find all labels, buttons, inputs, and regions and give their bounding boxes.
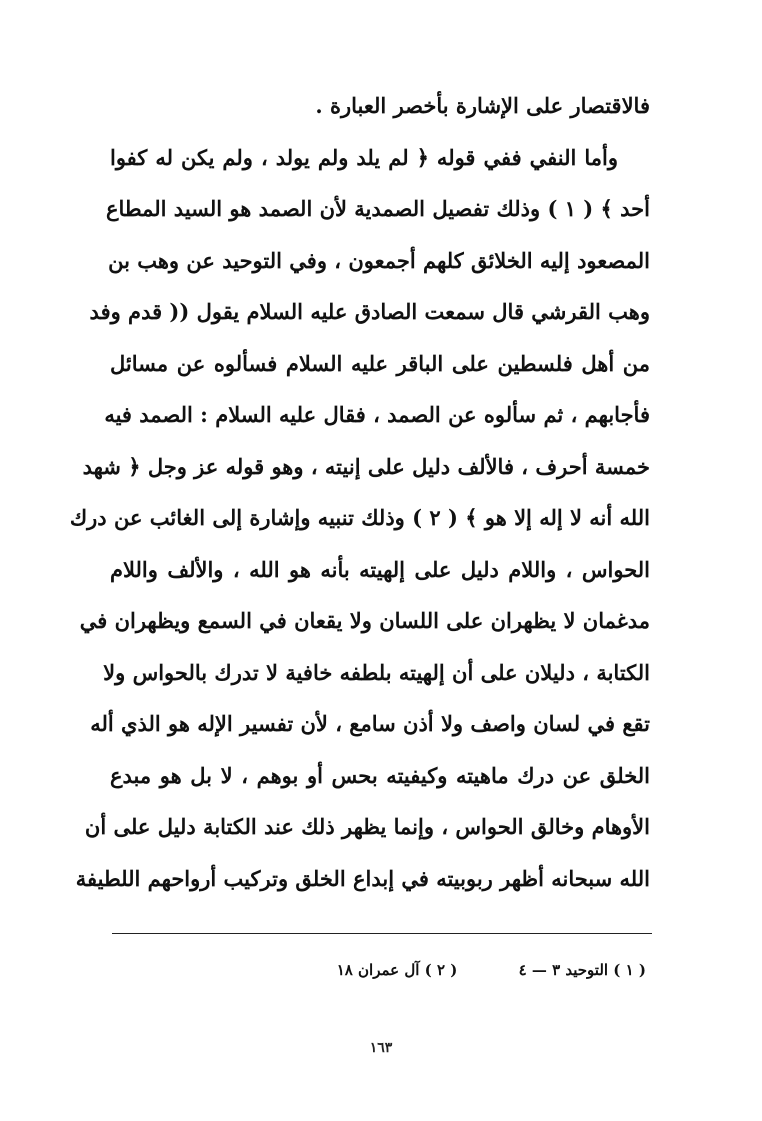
footnotes: [110, 955, 646, 985]
text-line-13: تقع في لسان واصف ولا أذن سامع ، لأن تفسير الإله هو الذي أله: [90, 711, 650, 736]
footnote-2: ( ٢ ) آل عمران ١٨: [336, 961, 458, 979]
text-line-3: أحد ﴾ ( ١ ) وذلك تفصيل الصمدية لأن الصمد هو السيد المطاع: [105, 196, 650, 221]
text-line-2: وأما النفي ففي قوله ﴿ لم يلد ولم يولد ، ولم يكن له كفوا: [110, 144, 618, 170]
text-line-10: الحواس ، واللام دليل على إلهيته بأنه هو الله ، والألف واللام: [110, 556, 650, 582]
text-line-9: الله أنه لا إله إلا هو ﴾ ( ٢ ) وذلك تنبيه وإشارة إلى الغائب عن درك: [69, 505, 650, 530]
text-line-7: فأجابهم ، ثم سألوه عن الصمد ، فقال عليه السلام : الصمد فيه: [104, 402, 650, 427]
text-line-5: وهب القرشي قال سمعت الصادق عليه السلام يقول (( قدم وفد: [89, 299, 650, 324]
text-line-4: المصعود إليه الخلائق كلهم أجمعون ، وفي التوحيد عن وهب بن: [108, 247, 650, 273]
footnote-1: ( ١ ) التوحيد ٣ — ٤: [518, 961, 646, 979]
text-line-1: فالاقتصار على الإشارة بأخصر العبارة .: [315, 93, 650, 118]
page-number: ١٦٣: [369, 1040, 393, 1056]
text-line-12: الكتابة ، دليلان على أن إلهيته بلطفه خافية لا تدرك بالحواس ولا: [103, 659, 650, 685]
text-line-6: من أهل فلسطين على الباقر عليه السلام فسألوه عن مسائل: [110, 350, 650, 376]
text-line-16: الله سبحانه أظهر ربوبيته في إبداع الخلق وتركيب أرواحهم اللطيفة: [75, 865, 650, 891]
text-line-15: الأوهام وخالق الحواس ، وإنما يظهر ذلك عند الكتابة دليل على أن: [84, 814, 650, 839]
body-text: [69, 80, 650, 904]
text-line-14: الخلق عن درك ماهيته وكيفيته بحس أو بوهم ، لا بل هو مبدع: [110, 762, 650, 788]
text-line-11: مدغمان لا يظهران على اللسان ولا يقعان في السمع ويظهران في: [79, 608, 650, 633]
text-line-8: خمسة أحرف ، فالألف دليل على إنيته ، وهو قوله عز وجل ﴿ شهد: [82, 453, 650, 479]
footnote-divider: [112, 933, 652, 934]
